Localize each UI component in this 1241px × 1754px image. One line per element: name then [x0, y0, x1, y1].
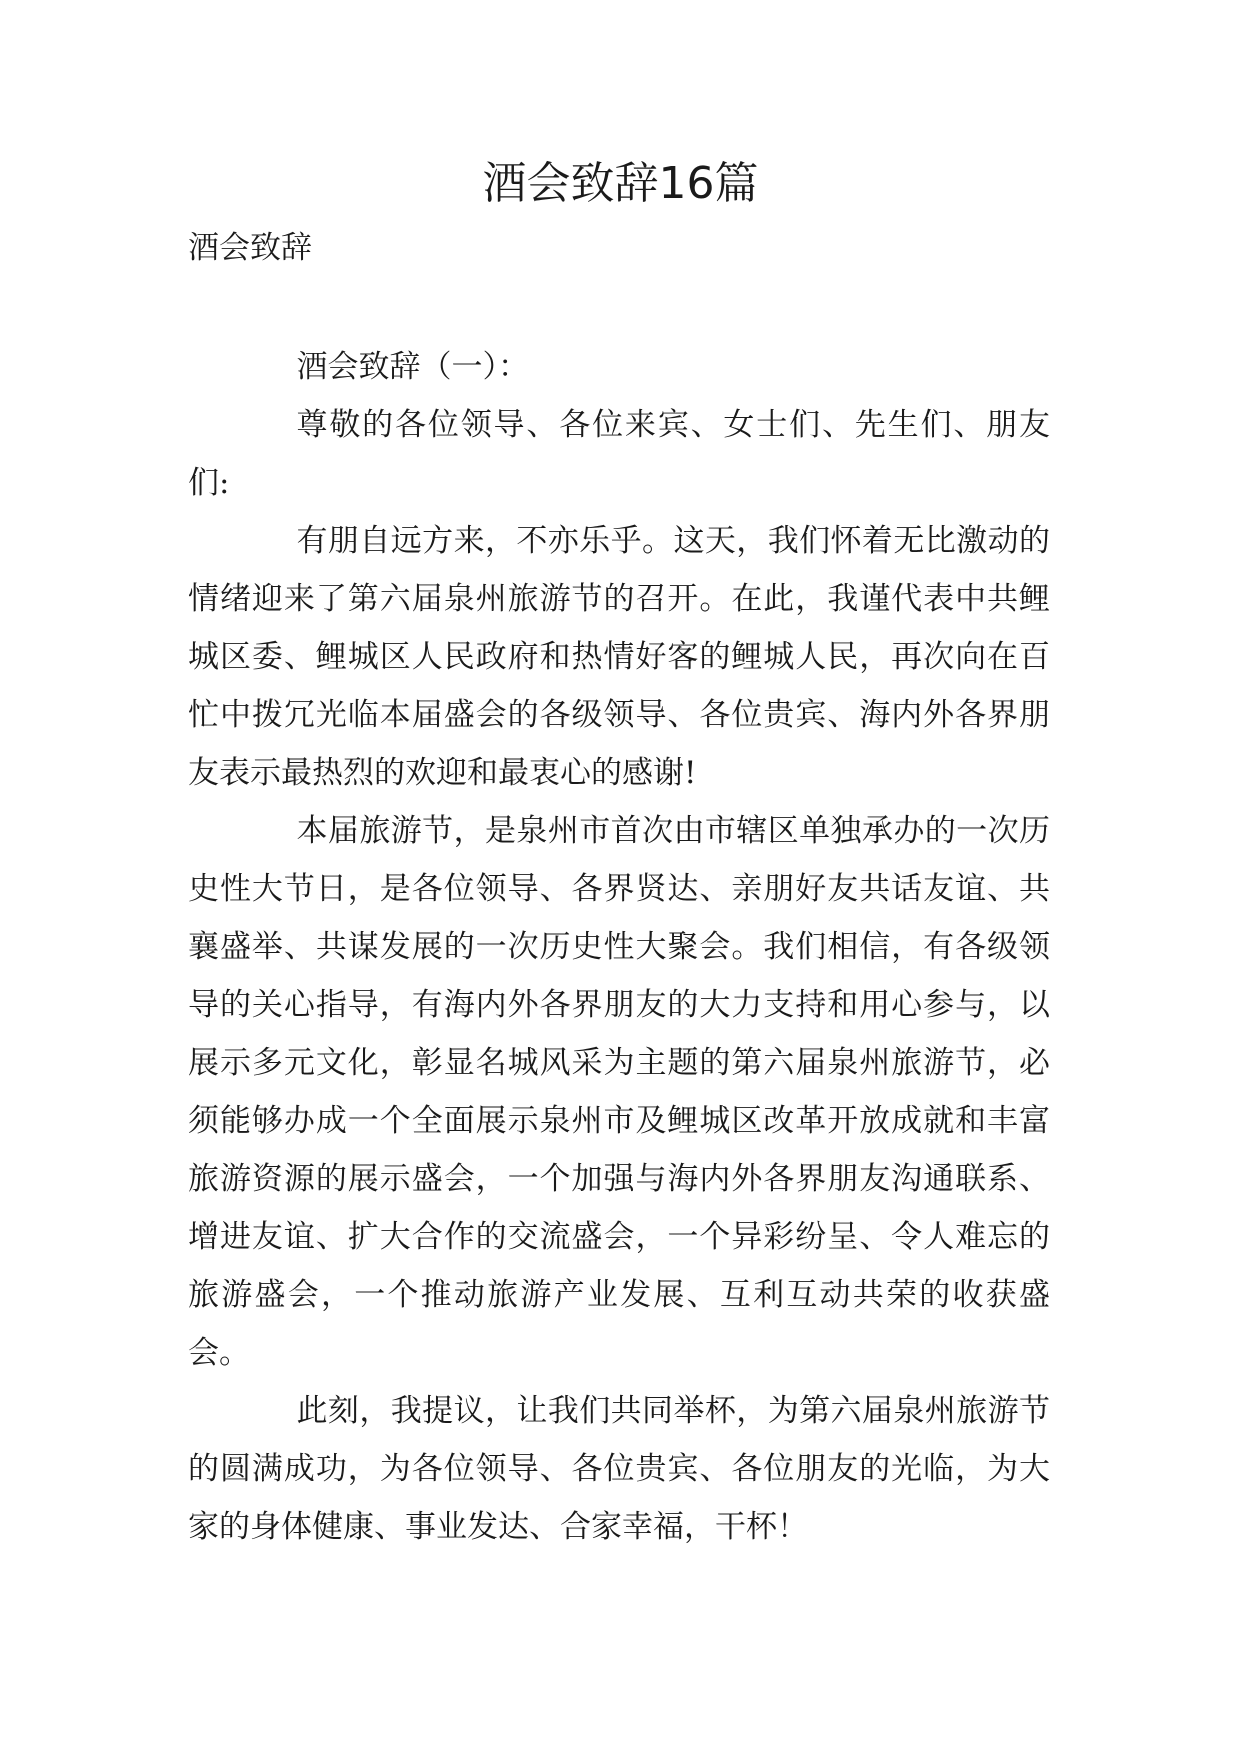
document-body [188, 338, 1050, 1556]
document-subtitle: 酒会致辞 [188, 230, 312, 266]
paragraph-toast: 此刻，我提议，让我们共同举杯，为第六届泉州旅游节的圆满成功，为各位领导、各位贵宾、各位朋友的光临，为大家的身体健康、事业发达、合家幸福，干杯！ [188, 1393, 1050, 1545]
paragraph-heading: 酒会致辞（一）： [296, 349, 529, 385]
paragraph-salutation: 尊敬的各位领导、各位来宾、女士们、先生们、朋友们: [188, 407, 1050, 501]
paragraph-festival: 本届旅游节，是泉州市首次由市辖区单独承办的一次历史性大节日，是各位领导、各界贤达、亲朋好友共话友谊、共襄盛举、共谋发展的一次历史性大聚会。我们相信，有各级领导的关心指导，有海内外各界朋友的大力支持和用心参与，以展示多元文化，彰显名城风采为主题的第六届泉州旅游节，必须能够办成一个全面展示泉州市及鲤城区改革开放成就和丰富旅游资源的展示盛会，一个加强与海内外各界朋友沟通联系、增进友谊、扩大合作的交流盛会，一个异彩纷呈、令人难忘的旅游盛会，一个推动旅游产业发展、互利互动共荣的收获盛会。 [188, 813, 1050, 1371]
paragraph-welcome: 有朋自远方来，不亦乐乎。这天，我们怀着无比激动的情绪迎来了第六届泉州旅游节的召开。在此，我谨代表中共鲤城区委、鲤城区人民政府和热情好客的鲤城人民，再次向在百忙中拨冗光临本届盛会的各级领导、各位贵宾、海内外各界朋友表示最热烈的欢迎和最衷心的感谢! [188, 523, 1050, 791]
document-title: 酒会致辞16篇 [482, 158, 759, 209]
